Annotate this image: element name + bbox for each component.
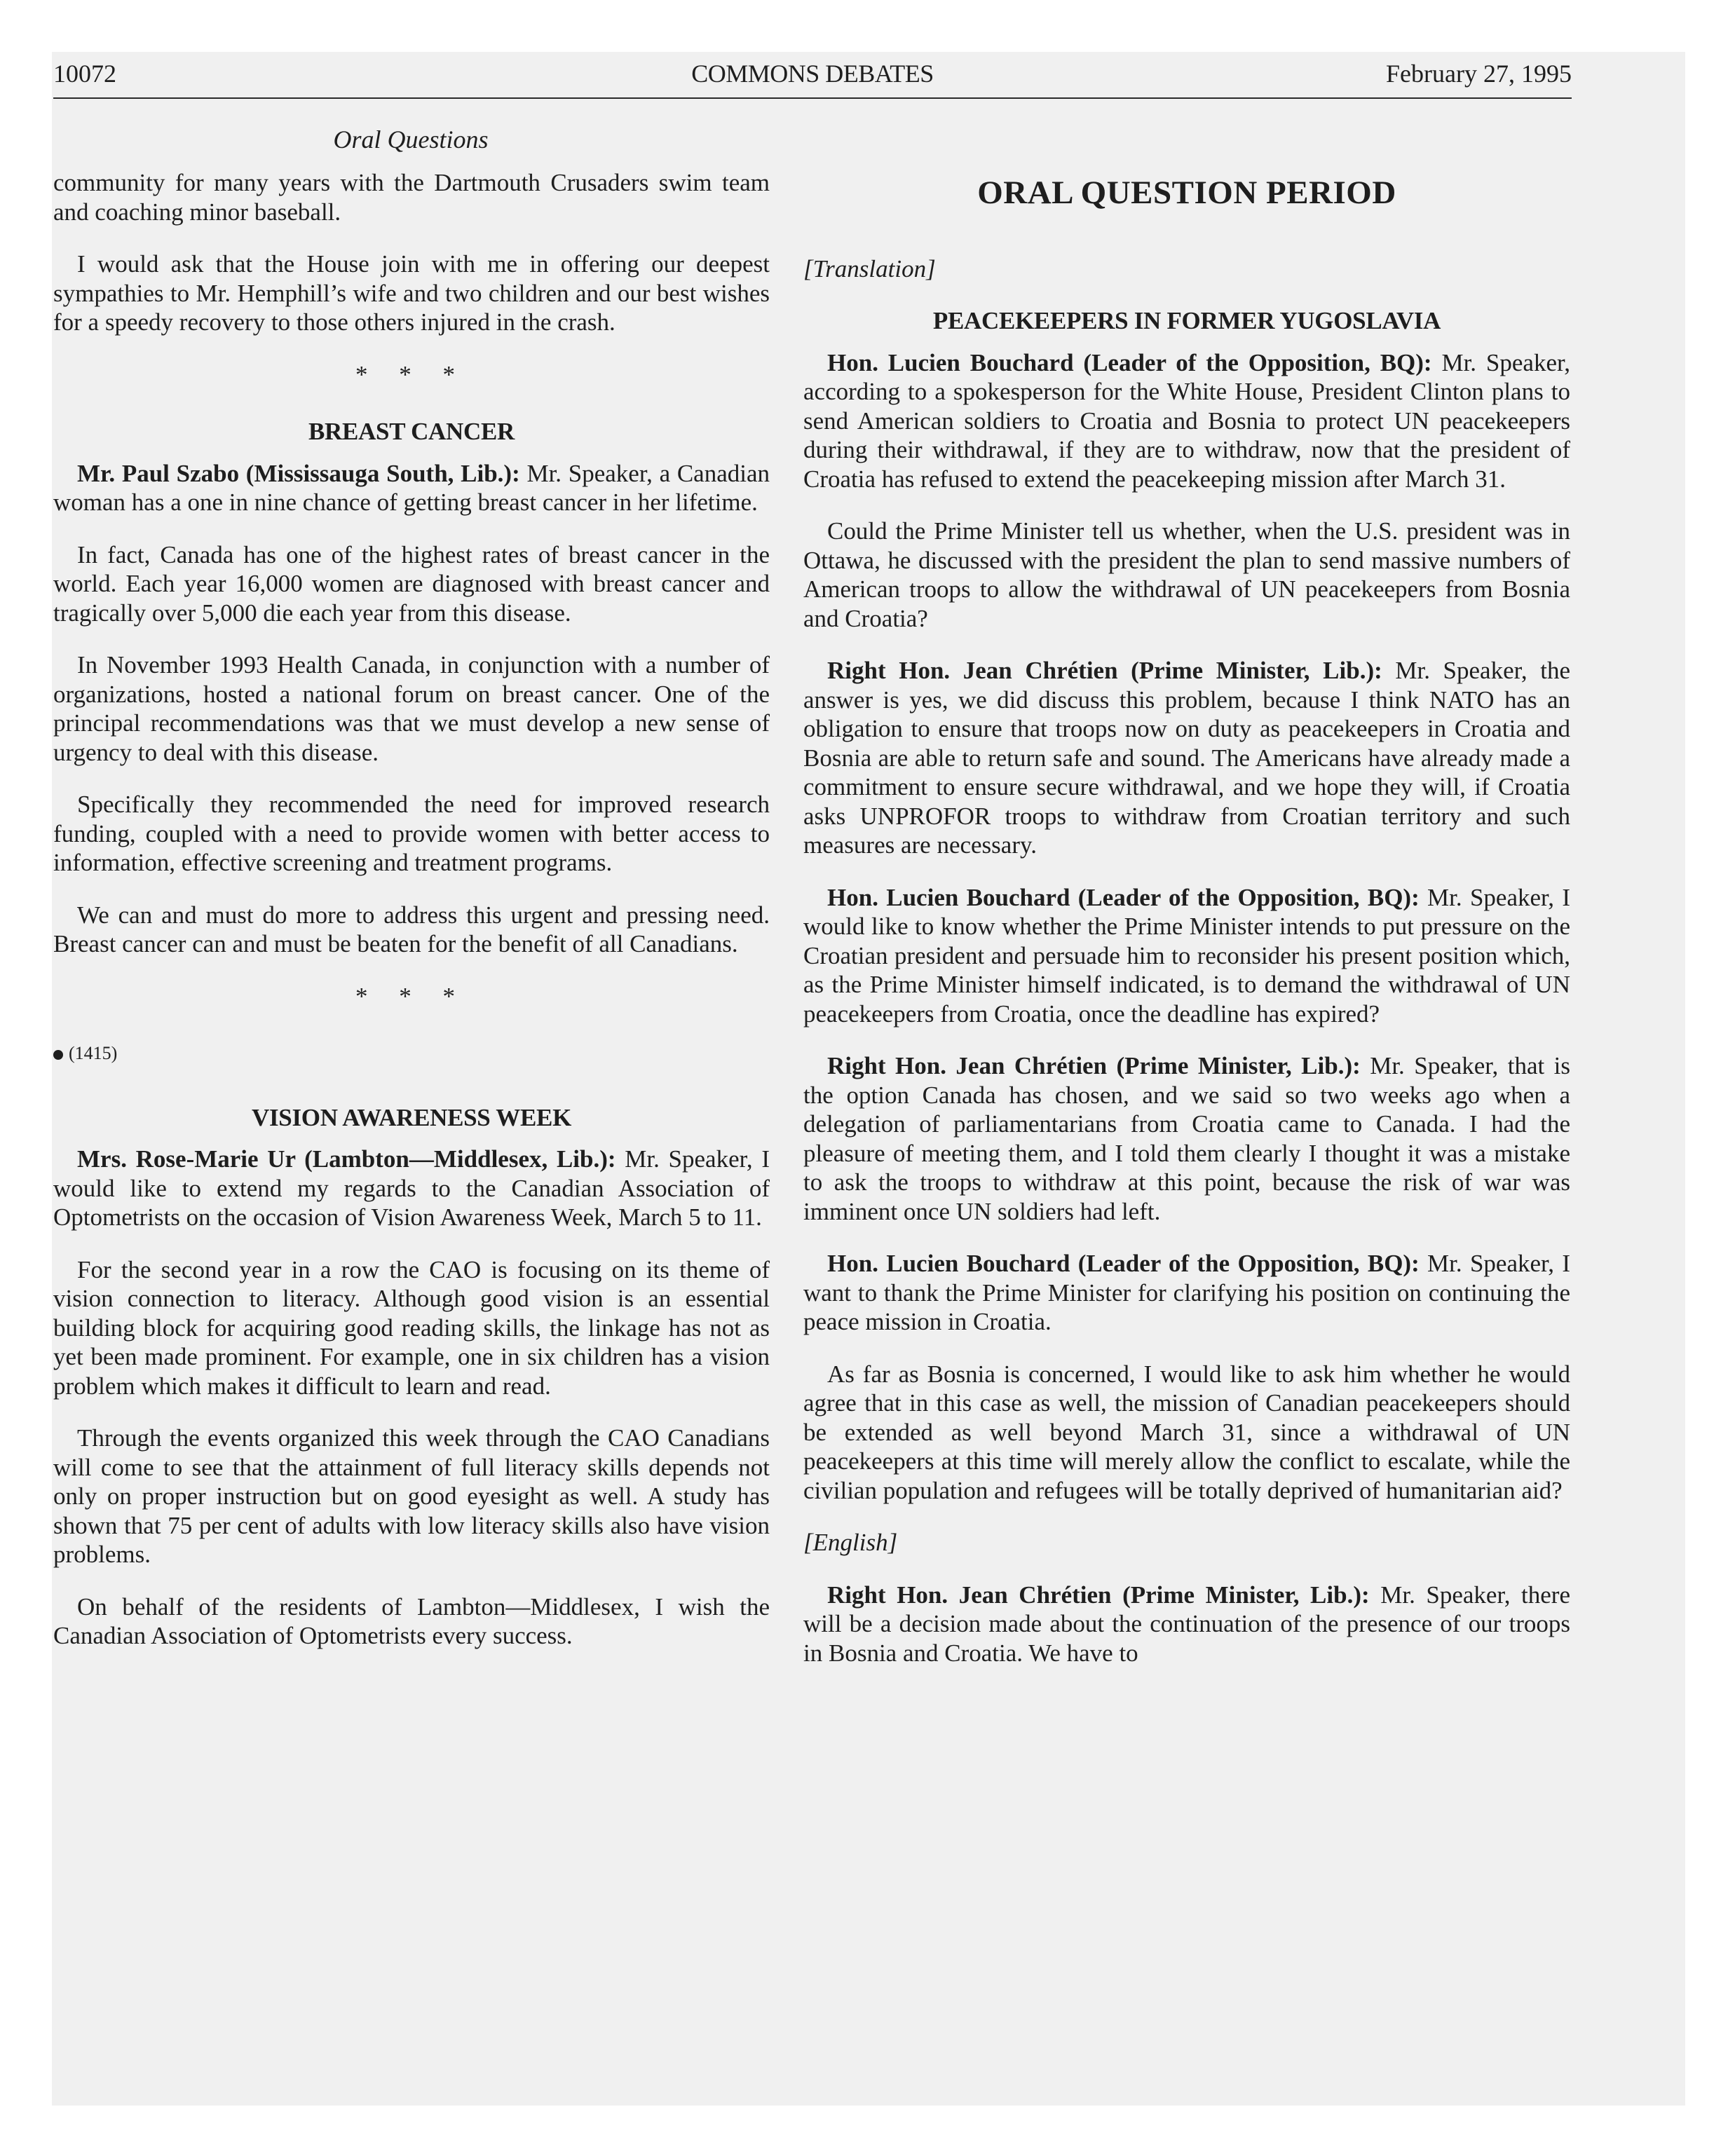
speech-text: Mr. Speaker, the answer is yes, we did discuss this problem, because I think NATO has an obligation to ensure that troops now on duty as peacekeepers in Croatia and Bosnia are able to return safe and sound. The Americans have already made a commitment to ensure secure withdrawal, and we hope they will, if Croatia asks UNPROFOR troops to withdraw from Croatian territory and such measures are necessary. xyxy=(803,657,1570,859)
paragraph: For the second year in a row the CAO is focusing on its theme of vision connection to literacy. Although good vision is an essential building block for acquiring good reading skills, the linkage has not as yet been made prominent. For example, one in six children has a vision problem which makes it difficult to learn and read. xyxy=(53,1255,770,1400)
bullet-icon xyxy=(53,1050,63,1060)
speaker-name: Hon. Lucien Bouchard (Leader of the Opposition, BQ): xyxy=(827,348,1432,376)
paragraph xyxy=(53,459,770,517)
paragraph xyxy=(803,348,1570,494)
paragraph: Through the events organized this week through the CAO Canadians will come to see that the attainment of full literacy skills depends not only on proper instruction but on good eyesight as well. A study has shown that 75 per cent of adults with low literacy skills also have vision problems. xyxy=(53,1424,770,1568)
timestamp-text: (1415) xyxy=(69,1043,118,1063)
publication-title: COMMONS DEBATES xyxy=(691,60,934,88)
left-column xyxy=(53,168,770,1674)
paragraph xyxy=(803,1249,1570,1337)
paragraph: I would ask that the House join with me in offering our deepest sympathies to Mr. Hemphill’s wife and two children and our best wishes for a speedy recovery to those others injured in the crash. xyxy=(53,250,770,336)
speech-text: Mr. Speaker, I would like to extend my regards to the Canadian Association of Optometrists on the occasion of Vision Awareness Week, March 5 to 11. xyxy=(53,1145,770,1231)
speaker-name: Mr. Paul Szabo (Mississauga South, Lib.): xyxy=(77,459,520,487)
speaker-name: Right Hon. Jean Chrétien (Prime Minister, Lib.): xyxy=(827,1581,1370,1609)
header-rule xyxy=(53,97,1572,99)
speech-text: Mr. Speaker, a Canadian woman has a one in nine chance of getting breast cancer in her lifetime. xyxy=(53,459,770,516)
language-tag: [English] xyxy=(803,1529,898,1556)
paragraph xyxy=(803,1581,1570,1668)
right-column xyxy=(803,175,1570,1691)
speaker-name: Right Hon. Jean Chrétien (Prime Minister, Lib.): xyxy=(827,1052,1361,1079)
paragraph xyxy=(803,883,1570,1029)
paragraph xyxy=(53,1145,770,1232)
page-number: 10072 xyxy=(53,60,116,88)
section-heading-breast-cancer: BREAST CANCER xyxy=(308,418,515,445)
paragraph xyxy=(803,656,1570,860)
running-head: Oral Questions xyxy=(333,125,489,153)
paragraph: Specifically they recommended the need for improved research funding, coupled with a need to provide women with better access to information, effective screening and treatment programs. xyxy=(53,791,770,876)
publication-date: February 27, 1995 xyxy=(1386,60,1572,88)
speaker-name: Right Hon. Jean Chrétien (Prime Minister, Lib.): xyxy=(827,657,1382,684)
paragraph: community for many years with the Dartmouth Crusaders swim team and coaching minor baseball. xyxy=(53,169,770,226)
speech-text: Mr. Speaker, I want to thank the Prime Minister for clarifying his position on continuing the peace mission in Croatia. xyxy=(803,1250,1570,1335)
paragraph: As far as Bosnia is concerned, I would like to ask him whether he would agree that in this case as well, the mission of Canadian peacekeepers should be extended as well beyond March 31, since a withdrawal of UN peacekeepers at this time will merely allow the conflict to escalate, while the civilian population and refugees will be totally deprived of humanitarian aid? xyxy=(803,1360,1570,1504)
speech-text: Mr. Speaker, there will be a decision made about the continuation of the presence of our troops in Bosnia and Croatia. We have to xyxy=(803,1581,1570,1667)
timestamp-marker xyxy=(53,1039,770,1068)
paragraph: We can and must do more to address this urgent and pressing need. Breast cancer can and must be beaten for the benefit of all Canadians. xyxy=(53,901,770,957)
paragraph: In fact, Canada has one of the highest rates of breast cancer in the world. Each year 16,000 women are diagnosed with breast cancer and tragically over 5,000 die each year from this disease. xyxy=(53,540,770,627)
speaker-name: Mrs. Rose-Marie Ur (Lambton—Middlesex, Lib.): xyxy=(77,1145,616,1173)
paragraph: On behalf of the residents of Lambton—Middlesex, I wish the Canadian Association of Optometrists every success. xyxy=(53,1592,770,1649)
page-header xyxy=(53,59,1572,98)
speech-text: Mr. Speaker, that is the option Canada has chosen, and we said so two weeks ago when a delegation of parliamentarians from Croatia came to Canada. I had the pleasure of meeting them, and I told them clearly I thought it was a mistake to ask the troops to withdraw at this point, because the risk of war was imminent once UN soldiers had left. xyxy=(803,1052,1570,1225)
section-separator: * * * xyxy=(355,982,468,1010)
section-separator: * * * xyxy=(355,360,468,388)
section-heading-peacekeepers: PEACEKEEPERS IN FORMER YUGOSLAVIA xyxy=(932,307,1441,334)
paragraph xyxy=(803,1051,1570,1226)
speaker-name: Hon. Lucien Bouchard (Leader of the Opposition, BQ): xyxy=(827,883,1420,911)
speaker-name: Hon. Lucien Bouchard (Leader of the Opposition, BQ): xyxy=(827,1250,1420,1277)
section-heading-vision-awareness: VISION AWARENESS WEEK xyxy=(252,1103,571,1131)
paragraph: In November 1993 Health Canada, in conjunction with a number of organizations, hosted a national forum on breast cancer. One of the principal recommendations was that we must develop a new sense of urgency to deal with this disease. xyxy=(53,651,770,766)
paragraph: Could the Prime Minister tell us whether, when the U.S. president was in Ottawa, he discussed with the president the plan to send massive numbers of American troops to allow the withdrawal of UN peacekeepers from Bosnia and Croatia? xyxy=(803,517,1570,632)
speech-text: Mr. Speaker, I would like to know whether the Prime Minister intends to put pressure on the Croatian president and persuade him to reconsider his present position which, as the Prime Minister himself indicated, is to demand the withdrawal of UN peacekeepers from Croatia, once the deadline has expired? xyxy=(803,883,1570,1028)
speech-text: Mr. Speaker, according to a spokesperson for the White House, President Clinton plans to send American soldiers to Croatia and Bosnia to protect UN peacekeepers during their withdrawal, if they are to withdraw, now that the president of Croatia has refused to extend the peacekeeping mission after March 31. xyxy=(803,348,1570,493)
main-heading-oral-question-period: ORAL QUESTION PERIOD xyxy=(977,175,1396,211)
language-tag: [Translation] xyxy=(803,254,936,282)
